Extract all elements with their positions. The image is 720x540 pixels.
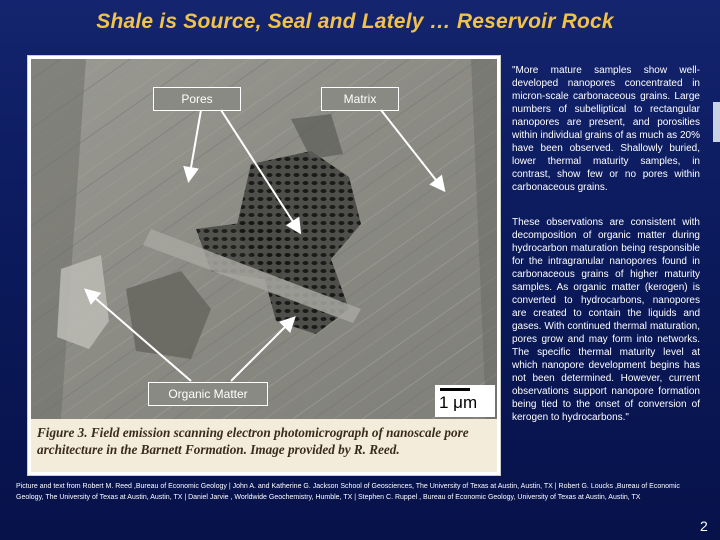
figure-caption: Figure 3. Field emission scanning electron photomicrograph of nanoscale pore architecture in the Barnett Formation. Image provided by R. Reed. [37, 425, 469, 457]
scale-bar [435, 385, 495, 417]
sem-image-drawing [31, 59, 497, 419]
organic-matter-label: Organic Matter [148, 382, 268, 406]
quote-paragraph-1: "More mature samples show well-developed nanopores concentrated in micron-scale carbonaceous grains. Large numbers of subelliptical to rectangular nanopores are present, and porosities within individual grains of as much as 20% have been observed. Shallowly buried, lower thermal maturity samples, in contrast, show few or no pores within carbonaceous grains. [512, 65, 700, 193]
page-number: 2 [700, 518, 708, 534]
matrix-label: Matrix [321, 87, 399, 111]
figure-caption-area [31, 419, 497, 472]
sem-figure-frame [27, 55, 501, 476]
pores-label: Pores [153, 87, 241, 111]
scale-bar-line [440, 388, 470, 391]
scale-bar-label: 1 μm [439, 393, 478, 412]
slide-title: Shale is Source, Seal and Lately … Reservoir Rock [96, 10, 614, 33]
quote-paragraph-2: These observations are consistent with decomposition of organic matter during hydrocarbon maturation being responsible for the intragranular nanopores found in carbonaceous grains of higher maturity samples. As organic matter (kerogen) is converted to hydrocarbons, nanopores are created to contain the liquids and gases. With continued thermal maturation, pores grow and may form into networks. The specific thermal maturity level at which nanopore development begins has not been determined. However, current observations support nanopore formation being tied to the onset of conversion of kerogen to hydrocarbons." [512, 217, 700, 423]
sem-photomicrograph [31, 59, 497, 419]
source-credits: Picture and text from Robert M. Reed ,Bureau of Economic Geology | John A. and Katherine G. Jackson School of Geosciences, The University of Texas at Austin, Austin, TX | Robert G. Loucks ,Bureau of Economic Geology, The University of Texas at Austin, Austin, TX | Daniel Jarvie , Worldwide Geochemistry, Humble, TX | Stephen C. Ruppel , Bureau of Economic Geology, University of Texas at Austin, Austin, TX [16, 483, 680, 501]
side-tab [713, 102, 720, 142]
